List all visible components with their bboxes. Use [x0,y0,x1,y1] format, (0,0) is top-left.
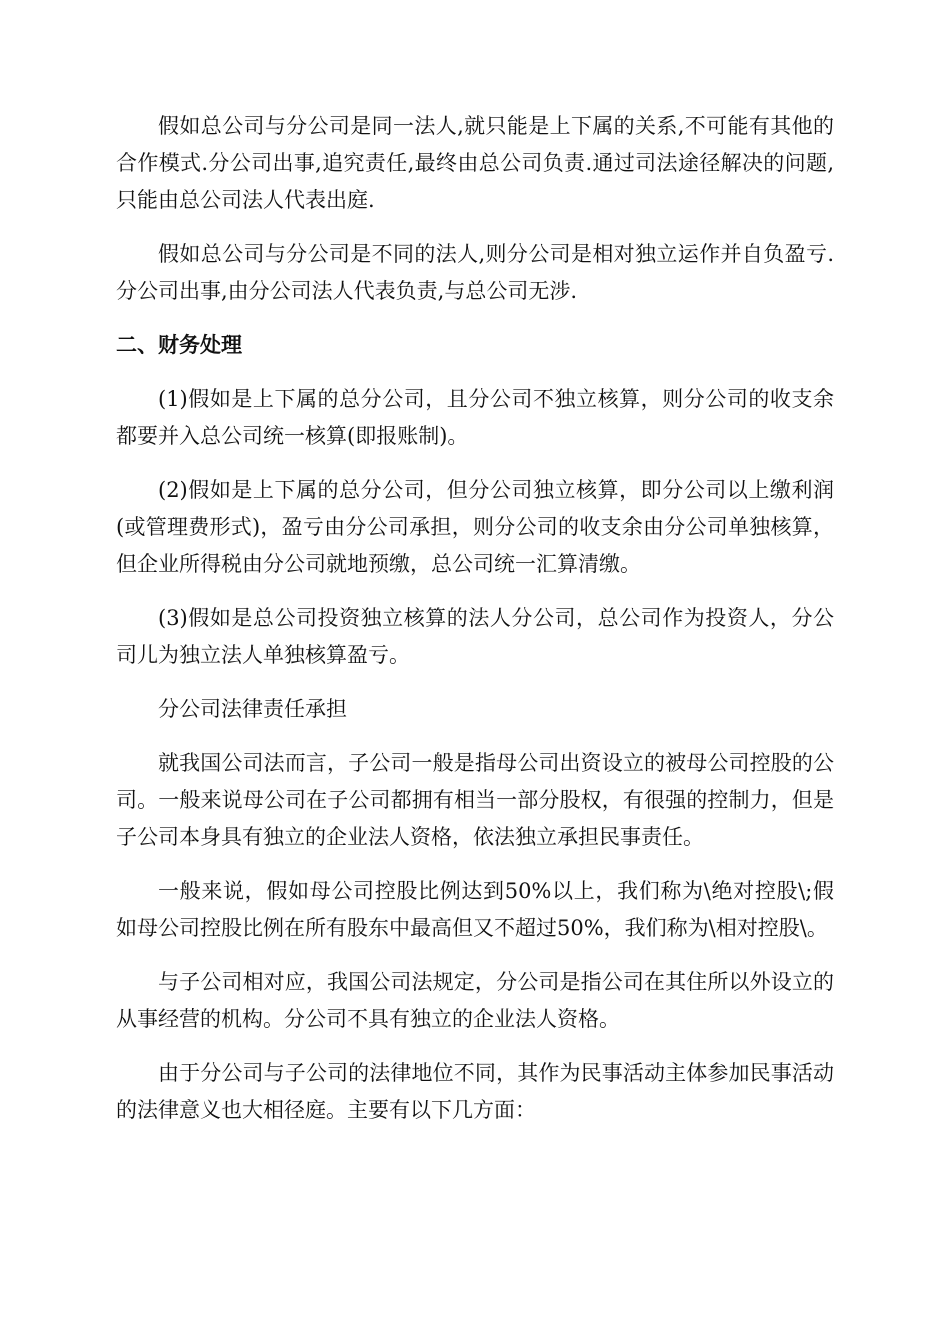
paragraph-holding-ratio: 一般来说，假如母公司控股比例达到50%以上，我们称为\绝对控股\;假如母公司控股比例在所有股东中最高但又不超过50%，我们称为\相对控股\。 [116,879,834,940]
subheading-branch-liability: 分公司法律责任承担 [158,697,347,721]
paragraph-finance-2: (2)假如是上下属的总分公司，但分公司独立核算，即分公司以上缴利润(或管理费形式)，盈亏由分公司承担，则分公司的收支余由分公司单独核算，但企业所得税由分公司就地预缴，总公司统一汇算清缴。 [116,478,834,576]
paragraph-subsidiary-definition: 就我国公司法而言，子公司一般是指母公司出资设立的被母公司控股的公司。一般来说母公司在子公司都拥有相当一部分股权，有很强的控制力，但是子公司本身具有独立的企业法人资格，依法独立承担民事责任。 [116,751,834,849]
document-body [116,108,834,1146]
paragraph-different-legal-person: 假如总公司与分公司是不同的法人,则分公司是相对独立运作并自负盈亏.分公司出事,由分公司法人代表负责,与总公司无涉. [116,242,834,303]
paragraph-finance-3: (3)假如是总公司投资独立核算的法人分公司，总公司作为投资人，分公司儿为独立法人单独核算盈亏。 [116,606,834,667]
paragraph-same-legal-person: 假如总公司与分公司是同一法人,就只能是上下属的关系,不可能有其他的合作模式.分公司出事,追究责任,最终由总公司负责.通过司法途径解决的问题,只能由总公司法人代表出庭. [116,114,834,212]
paragraph-legal-status-difference: 由于分公司与子公司的法律地位不同，其作为民事活动主体参加民事活动的法律意义也大相径庭。主要有以下几方面： [116,1061,834,1122]
section-heading-finance: 二、财务处理 [116,333,242,357]
paragraph-finance-1: (1)假如是上下属的总分公司，且分公司不独立核算，则分公司的收支余都要并入总公司统一核算(即报账制)。 [116,387,834,448]
paragraph-branch-definition: 与子公司相对应，我国公司法规定，分公司是指公司在其住所以外设立的从事经营的机构。分公司不具有独立的企业法人资格。 [116,970,834,1031]
